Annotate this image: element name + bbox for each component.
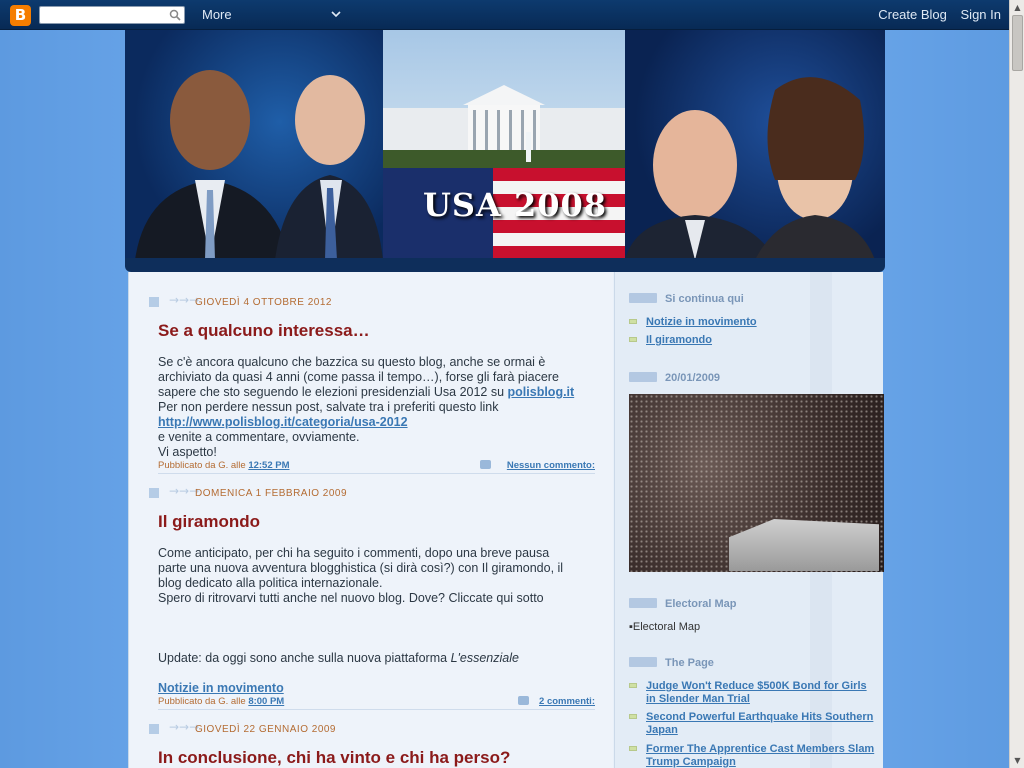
scroll-up-arrow-icon[interactable]: ▲ (1014, 3, 1021, 12)
post-title[interactable]: Il giramondo (158, 512, 260, 531)
bullet-icon (629, 746, 637, 751)
post-update (158, 651, 598, 666)
post-author: Pubblicato da G. alle (158, 460, 249, 471)
sidebar-link[interactable]: Il giramondo (646, 334, 712, 346)
sidebar-heading: Electoral Map (665, 598, 737, 610)
post-text: Vi aspetto! (158, 445, 217, 459)
section-arrow-icon (629, 657, 657, 667)
notizie-link[interactable]: Notizie in movimento (158, 681, 284, 695)
comment-icon (480, 460, 491, 469)
post-text (158, 385, 598, 400)
update-italic: L'essenziale (450, 651, 519, 665)
arrows-icon: →→→ (169, 484, 200, 498)
chevron-down-icon[interactable] (330, 8, 342, 20)
nav-right-links (868, 7, 1001, 22)
blog-content (128, 272, 882, 768)
post-date: DOMENICA 1 FEBBRAIO 2009 (195, 488, 348, 499)
header-bottom-bar (125, 258, 885, 272)
post-text: sapere che sto seguendo le elezioni presidenziali Usa 2012 su (158, 385, 508, 399)
post-text: Spero di ritrovarvi tutti anche nel nuovo blog. Dove? Cliccate qui sotto (158, 591, 544, 605)
comments-link[interactable]: 2 commenti: (539, 696, 595, 707)
post-date: GIOVEDÌ 4 OTTOBRE 2012 (195, 297, 332, 308)
post-time-link[interactable]: 12:52 PM (248, 460, 290, 471)
search-input[interactable] (43, 11, 163, 27)
page-scrollbar[interactable] (1009, 0, 1024, 768)
post-body (158, 355, 598, 460)
arrows-icon: →→→ (169, 720, 200, 734)
bullet-icon (629, 337, 637, 342)
post-text: e venite a commentare, ovviamente. (158, 430, 360, 444)
map-alt-text: Electoral Map (632, 621, 701, 633)
search-box[interactable] (39, 6, 185, 24)
sidebar-link[interactable]: Former The Apprentice Cast Members Slam Trump Campaign (646, 743, 875, 768)
sidebar-heading: 20/01/2009 (665, 372, 721, 384)
post-text: Per non perdere nessun post, salvate tra i preferiti questo link (158, 400, 499, 414)
post-text: blog dedicato alla politica internazionale. (158, 576, 383, 590)
post-time-link[interactable]: 8:00 PM (248, 696, 285, 707)
post-text: parte una nuova avventura blogghistica (si dirà così?) con Il giramondo, il (158, 561, 564, 575)
post-date: GIOVEDÌ 22 GENNAIO 2009 (195, 724, 336, 735)
date-bullet-icon (149, 488, 159, 498)
sidebar-heading: Si continua qui (665, 293, 744, 305)
bullet-icon (629, 683, 637, 688)
banner-white-house (383, 30, 625, 260)
banner-left-portraits (125, 30, 383, 260)
post-text: archiviato da quasi 4 anni (come passa il tempo…), forse gli farà piacere (158, 370, 559, 384)
post-author: Pubblicato da G. alle (158, 696, 249, 707)
post-footer (158, 460, 595, 474)
sidebar-heading: The Page (665, 657, 714, 669)
polisblog-category-link[interactable]: http://www.polisblog.it/categoria/usa-2012 (158, 415, 408, 429)
main-column (129, 272, 613, 768)
inauguration-crowd-photo (629, 394, 884, 572)
blogger-logo-icon[interactable]: B (10, 5, 31, 26)
section-arrow-icon (629, 372, 657, 382)
scroll-thumb[interactable] (1012, 15, 1023, 71)
candidates-silhouettes-left (125, 30, 383, 260)
date-bullet-icon (149, 297, 159, 307)
scroll-down-arrow-icon[interactable]: ▼ (1014, 756, 1021, 765)
comments-link[interactable]: Nessun commento: (506, 460, 595, 471)
post-text: Se c'è ancora qualcuno che bazzica su questo blog, anche se ormai è (158, 355, 546, 369)
section-arrow-icon (629, 598, 657, 608)
search-icon[interactable] (169, 9, 181, 21)
post-title[interactable]: In conclusione, chi ha vinto e chi ha perso? (158, 748, 511, 767)
bullet-icon (629, 714, 637, 719)
banner-title: USA 2008 (423, 186, 608, 224)
post-footer (158, 696, 595, 710)
arrows-icon: →→→ (169, 293, 200, 307)
polisblog-link[interactable]: polisblog.it (507, 385, 575, 399)
sidebar-link[interactable]: Notizie in movimento (646, 316, 757, 328)
date-bullet-icon (149, 724, 159, 734)
sidebar-link[interactable]: Second Powerful Earthquake Hits Southern Japan (646, 711, 874, 736)
comment-icon (518, 696, 529, 705)
candidates-silhouettes-right (625, 30, 885, 260)
post-title[interactable]: Se a qualcuno interessa… (158, 321, 370, 340)
sidebar-link[interactable]: Judge Won't Reduce $500K Bond for Girls in Slender Man Trial (646, 680, 867, 705)
bullet-icon (629, 319, 637, 324)
electoral-map-image[interactable] (629, 621, 700, 633)
update-text: Update: da oggi sono anche sulla nuova piattaforma (158, 651, 451, 665)
header-banner-image (125, 30, 885, 260)
white-house-building (383, 60, 625, 168)
more-menu[interactable]: More (202, 7, 232, 22)
sign-in-link[interactable]: Sign In (960, 7, 1001, 22)
post-body (158, 681, 598, 696)
section-arrow-icon (629, 293, 657, 303)
post-body (158, 546, 598, 606)
banner-right-portraits (625, 30, 885, 260)
broken-image-icon: ▪ (629, 621, 633, 633)
post-text: Come anticipato, per chi ha seguito i commenti, dopo una breve pausa (158, 546, 550, 560)
blogger-navbar (0, 0, 1009, 30)
create-blog-link[interactable]: Create Blog (878, 7, 947, 22)
sidebar (614, 272, 883, 768)
